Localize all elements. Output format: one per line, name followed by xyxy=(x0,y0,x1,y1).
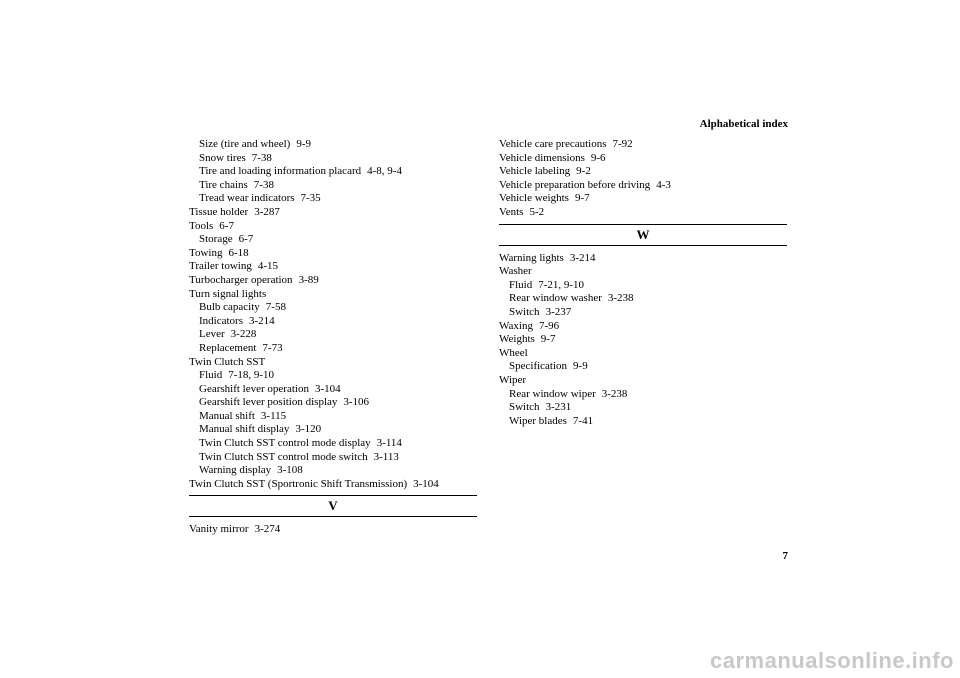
index-term: Turn signal lights xyxy=(189,287,267,300)
index-term: Rear window washer xyxy=(509,292,602,305)
index-page-ref[interactable]: 4-8, 9-4 xyxy=(367,165,402,178)
index-page-ref[interactable]: 7-92 xyxy=(612,138,633,150)
index-term: Tire and loading information placard xyxy=(199,165,362,178)
index-entry xyxy=(189,274,477,288)
index-page-ref[interactable]: 7-96 xyxy=(538,319,560,332)
index-term: Switch xyxy=(509,401,540,414)
index-term: Vents xyxy=(499,205,524,218)
index-page-ref[interactable]: 6-7 xyxy=(219,219,234,232)
index-term: Rear window wiper xyxy=(509,387,596,400)
index-page-ref[interactable]: 3-287 xyxy=(254,205,280,218)
index-term: Switch xyxy=(509,305,540,318)
index-entry xyxy=(189,220,477,234)
index-page-ref[interactable]: 7-18, 9-10 xyxy=(228,369,275,382)
index-term: Wiper xyxy=(499,373,527,386)
index-page-ref[interactable]: 7-35 xyxy=(300,192,321,205)
index-entry xyxy=(499,374,787,388)
index-term: Indicators xyxy=(199,314,243,327)
index-subentry xyxy=(499,360,787,374)
index-page-ref[interactable]: 3-114 xyxy=(376,437,402,450)
index-term: Turbocharger operation xyxy=(189,273,293,286)
index-term: Towing xyxy=(189,246,223,259)
index-page-ref[interactable]: 3-214 xyxy=(248,314,275,327)
index-term: Tread wear indicators xyxy=(199,192,295,205)
index-page-ref[interactable]: 3-237 xyxy=(545,305,572,318)
index-page-ref[interactable]: 3-274 xyxy=(254,523,281,536)
index-entry xyxy=(189,478,477,492)
index-page-ref[interactable]: 3-238 xyxy=(601,387,628,400)
index-term: Wiper blades xyxy=(509,414,567,427)
index-page-ref[interactable]: 3-113 xyxy=(373,450,399,463)
index-page-ref[interactable]: 9-7 xyxy=(540,333,556,346)
index-term: Waxing xyxy=(499,319,533,332)
index-entry xyxy=(499,179,787,193)
index-entry xyxy=(189,247,477,261)
index-subentry xyxy=(189,315,477,329)
index-page-ref[interactable]: 9-6 xyxy=(590,151,606,164)
index-term: Warning lights xyxy=(499,251,564,264)
index-term: Twin Clutch SST control mode switch xyxy=(199,450,368,463)
index-term: Vehicle dimensions xyxy=(499,151,585,164)
index-page-ref[interactable]: 6-18 xyxy=(228,246,249,259)
index-page-ref[interactable]: 3-120 xyxy=(295,423,322,436)
index-subentry xyxy=(189,423,477,437)
index-page-ref[interactable]: 7-21, 9-10 xyxy=(538,278,585,291)
index-page-ref[interactable]: 3-106 xyxy=(343,396,370,409)
index-page-ref[interactable]: 3-108 xyxy=(277,464,303,477)
index-page-ref[interactable]: 9-2 xyxy=(576,165,591,178)
index-subentry xyxy=(189,192,477,206)
index-column-right xyxy=(499,138,787,428)
index-term: Vehicle labeling xyxy=(499,165,571,178)
index-entry xyxy=(499,138,787,152)
index-page-ref[interactable]: 9-9 xyxy=(573,360,588,373)
index-term: Manual shift xyxy=(199,409,255,422)
index-subentry xyxy=(189,165,477,179)
index-entry xyxy=(499,165,787,179)
index-term: Bulb capacity xyxy=(199,301,260,314)
index-entry xyxy=(499,347,787,361)
index-entry xyxy=(189,288,477,302)
index-entry xyxy=(499,252,787,266)
index-page-ref[interactable]: 4-15 xyxy=(257,260,279,273)
index-page-ref[interactable]: 4-3 xyxy=(656,178,671,191)
index-entry xyxy=(499,333,787,347)
index-term: Gearshift lever operation xyxy=(199,382,309,395)
index-term: Vehicle weights xyxy=(499,192,569,205)
index-subentry xyxy=(189,328,477,342)
index-term: Storage xyxy=(199,233,233,246)
index-page-ref[interactable]: 7-73 xyxy=(262,341,283,354)
index-subentry xyxy=(189,138,477,152)
index-page-ref[interactable]: 7-58 xyxy=(265,301,286,314)
index-term: Tire chains xyxy=(199,178,248,191)
index-page-ref[interactable]: 3-238 xyxy=(607,292,634,305)
page-header-title: Alphabetical index xyxy=(699,118,788,130)
index-term: Tools xyxy=(189,219,214,232)
index-subentry xyxy=(189,152,477,166)
index-term: Vehicle preparation before driving xyxy=(499,178,651,191)
page-number: 7 xyxy=(782,550,788,562)
index-page-ref[interactable]: 7-38 xyxy=(253,178,274,191)
index-page-ref[interactable]: 9-9 xyxy=(296,138,311,150)
index-subentry xyxy=(499,415,787,429)
index-term: Gearshift lever position display xyxy=(199,396,338,409)
index-term: Tissue holder xyxy=(189,205,249,218)
index-term: Lever xyxy=(199,328,225,341)
index-term: Twin Clutch SST xyxy=(189,355,266,368)
index-entry xyxy=(499,192,787,206)
index-subentry xyxy=(189,451,477,465)
index-page-ref[interactable]: 3-231 xyxy=(545,401,572,414)
index-page-ref[interactable]: 5-2 xyxy=(529,205,545,218)
index-page-ref[interactable]: 6-7 xyxy=(238,233,254,246)
index-page-ref[interactable]: 3-104 xyxy=(413,477,439,490)
index-page-ref[interactable]: 9-7 xyxy=(574,192,590,205)
index-subentry xyxy=(189,464,477,478)
index-page-ref[interactable]: 3-89 xyxy=(298,273,319,286)
section-heading-w: W xyxy=(499,224,787,246)
index-term: Fluid xyxy=(199,369,223,382)
index-subentry xyxy=(189,342,477,356)
index-entry xyxy=(499,206,787,220)
index-subentry xyxy=(189,383,477,397)
index-entry xyxy=(189,356,477,370)
index-term: Trailer towing xyxy=(189,260,252,273)
index-entry xyxy=(499,152,787,166)
index-subentry xyxy=(189,410,477,424)
watermark: carmanualsonline.info xyxy=(710,648,954,673)
index-term: Fluid xyxy=(509,278,533,291)
index-term: Manual shift display xyxy=(199,423,290,436)
index-page-ref[interactable]: 3-104 xyxy=(314,382,341,395)
index-term: Specification xyxy=(509,360,568,373)
index-term: Size (tire and wheel) xyxy=(199,138,291,150)
index-entry xyxy=(189,523,477,537)
index-subentry xyxy=(189,179,477,193)
index-entry xyxy=(499,320,787,334)
index-term: Replacement xyxy=(199,341,257,354)
index-term: Twin Clutch SST control mode display xyxy=(199,437,371,450)
index-entry xyxy=(189,206,477,220)
index-page-ref[interactable]: 3-115 xyxy=(260,409,287,422)
index-subentry xyxy=(499,388,787,402)
index-term: Wheel xyxy=(499,346,528,359)
index-term: Snow tires xyxy=(199,151,246,164)
index-subentry xyxy=(499,306,787,320)
index-term: Weights xyxy=(499,333,535,346)
index-subentry xyxy=(499,401,787,415)
index-subentry xyxy=(189,437,477,451)
index-subentry xyxy=(499,279,787,293)
index-entry xyxy=(499,265,787,279)
index-term: Twin Clutch SST (Sportronic Shift Transmission) xyxy=(189,477,408,490)
index-term: Vanity mirror xyxy=(189,523,249,536)
index-term: Washer xyxy=(499,265,532,278)
index-subentry xyxy=(189,369,477,383)
index-page-ref[interactable]: 3-214 xyxy=(569,251,596,264)
index-column-left xyxy=(189,138,477,537)
section-heading-v: V xyxy=(189,495,477,517)
index-subentry xyxy=(189,396,477,410)
index-page-ref[interactable]: 7-41 xyxy=(572,414,594,427)
index-subentry xyxy=(499,292,787,306)
index-subentry xyxy=(189,233,477,247)
index-term: Vehicle care precautions xyxy=(499,138,607,150)
index-page-ref[interactable]: 3-228 xyxy=(230,328,257,341)
index-subentry xyxy=(189,301,477,315)
index-entry xyxy=(189,260,477,274)
index-term: Warning display xyxy=(199,464,272,477)
index-page-ref[interactable]: 7-38 xyxy=(251,151,272,164)
